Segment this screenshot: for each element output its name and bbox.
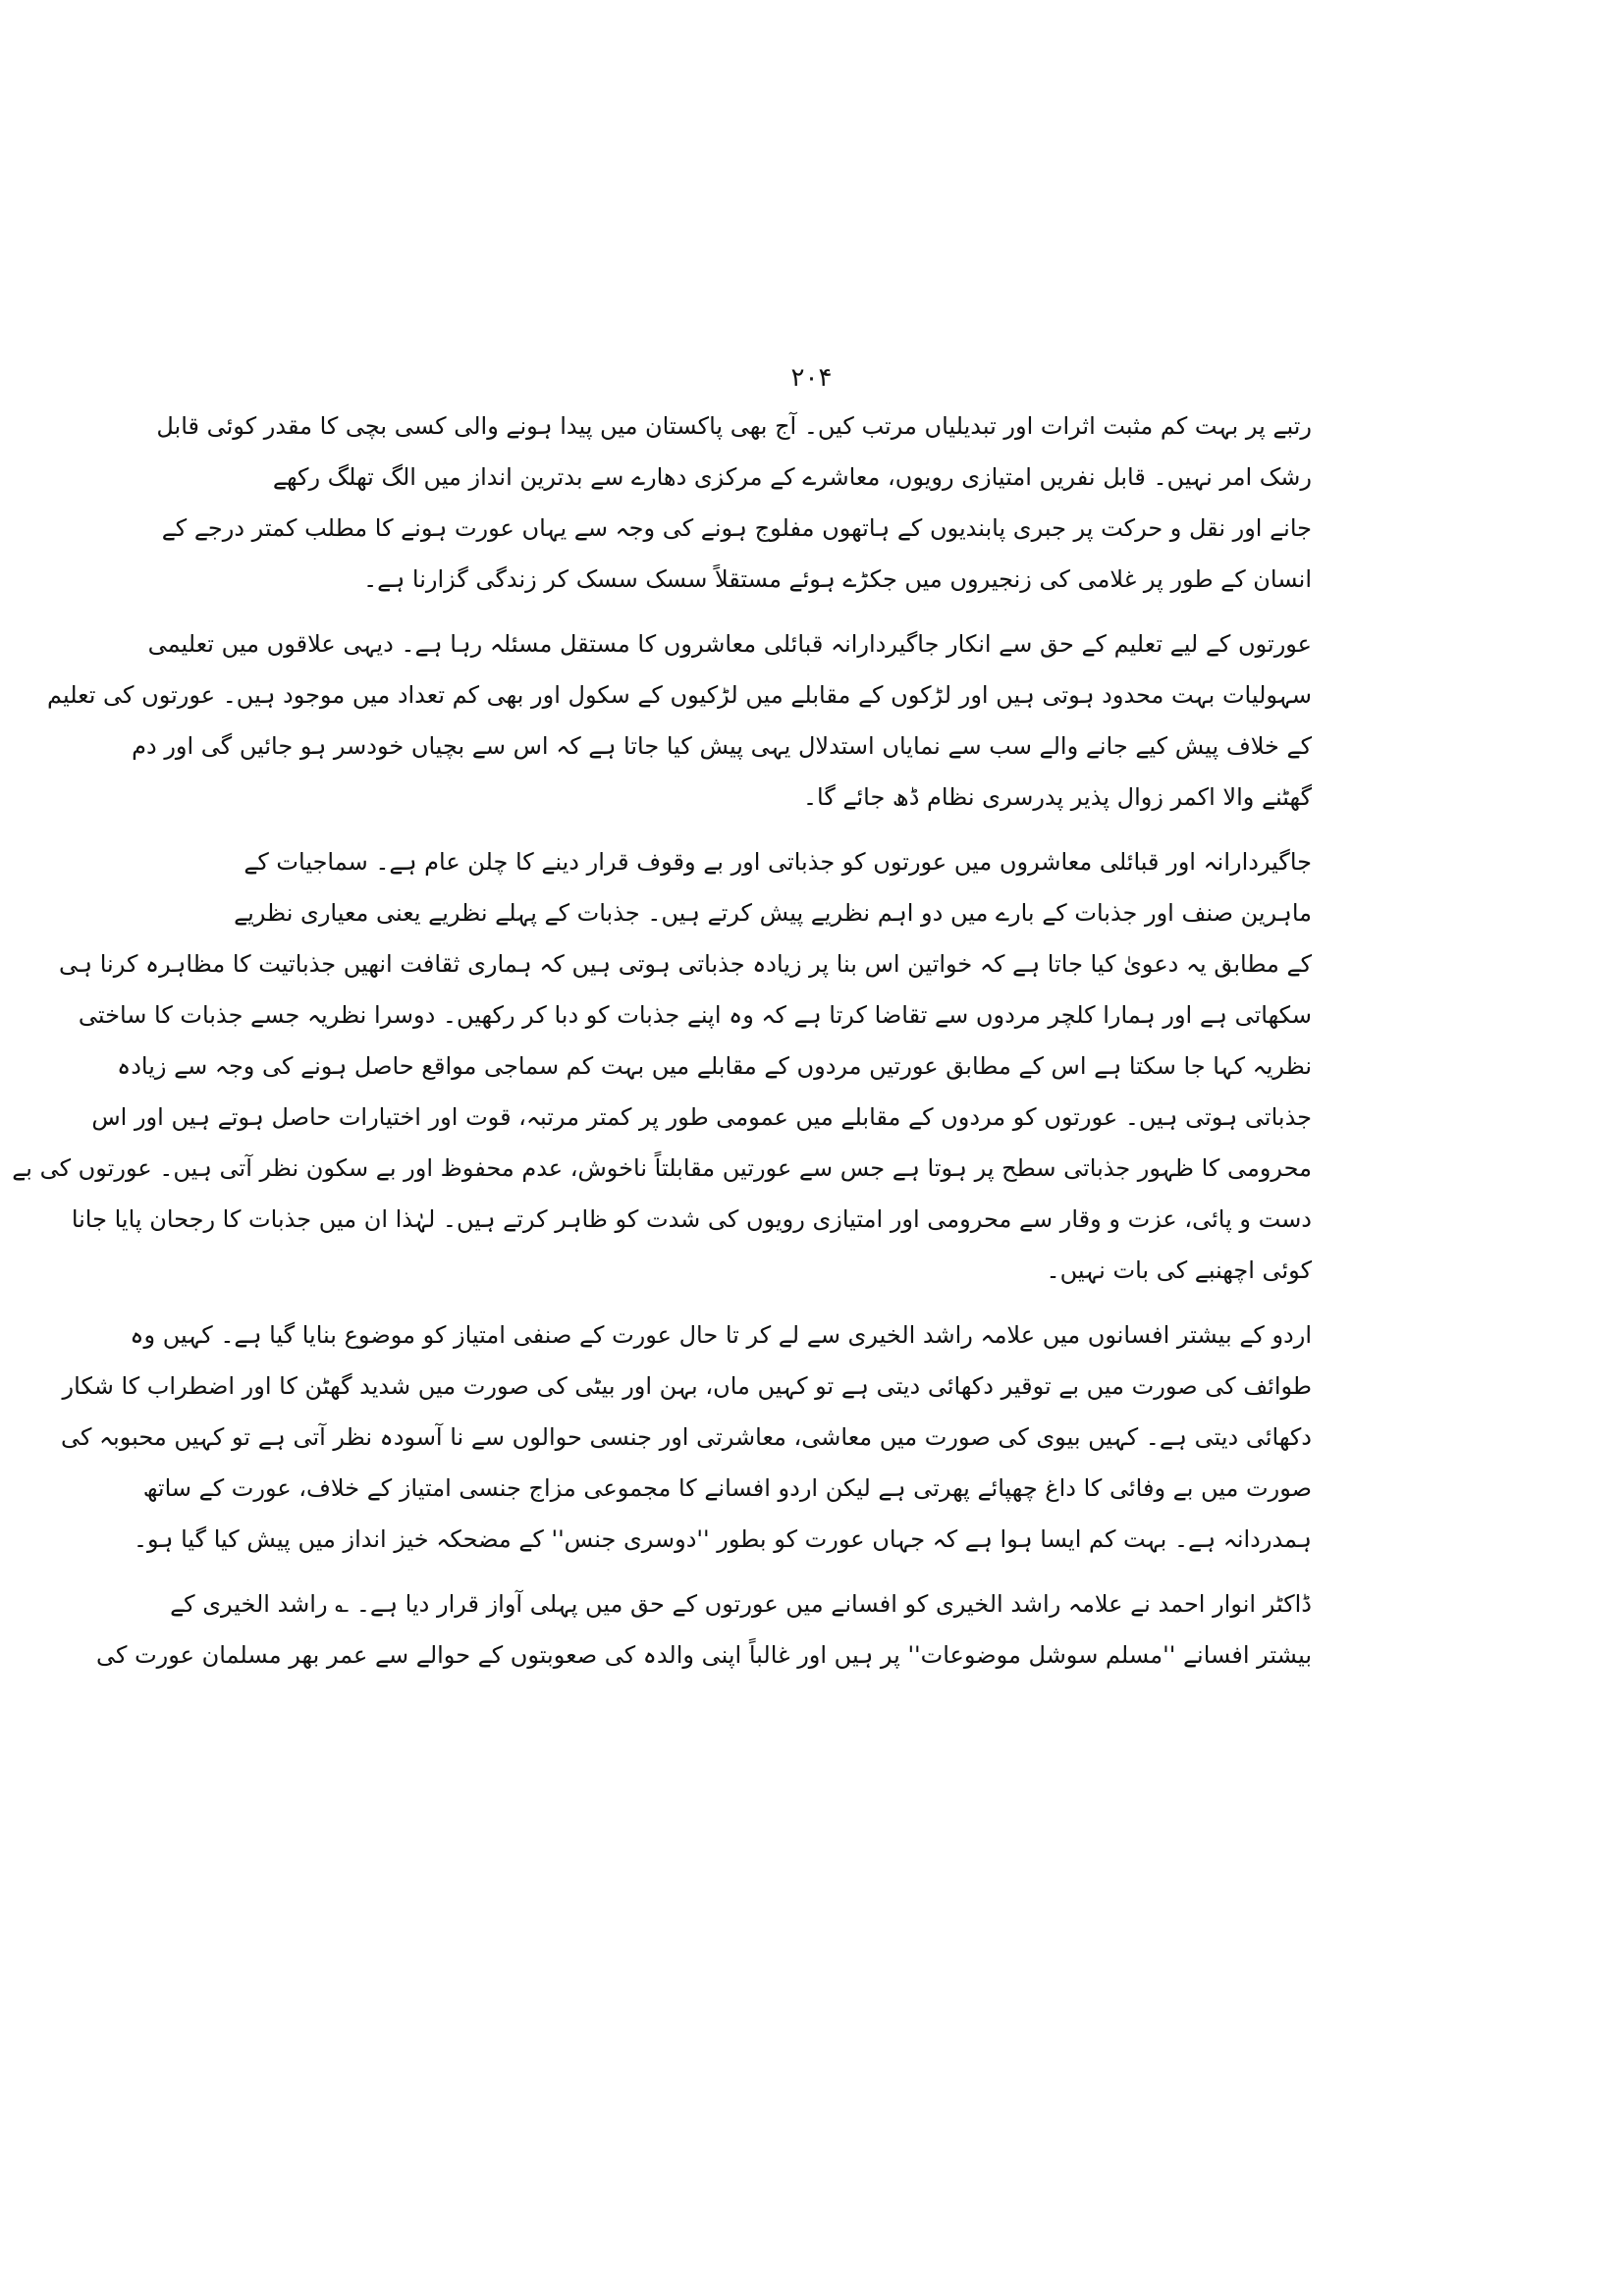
text-line: دست و پائی، عزت و وقار سے محرومی اور امتیازی رویوں کی شدت کو ظاہر کرتے ہیں۔ لہٰذا ان میں جذبات کا رجحان پایا جانا bbox=[71, 1205, 1312, 1233]
text-line: جاگیردارانہ اور قبائلی معاشروں میں عورتوں کو جذباتی اور بے وقوف قرار دینے کا چلن عام ہے۔ سماجیات کے bbox=[243, 848, 1312, 876]
text-line: انسان کے طور پر غلامی کی زنجیروں میں جکڑے ہوئے مستقلاً سسک سسک کر زندگی گزارنا ہے۔ bbox=[363, 565, 1312, 593]
text-line: عورتوں کے لیے تعلیم کے حق سے انکار جاگیردارانہ قبائلی معاشروں کا مستقل مسئلہ رہا ہے۔ دیہی علاقوں میں تعلیمی bbox=[147, 630, 1312, 658]
text-line: کے مطابق یہ دعویٰ کیا جاتا ہے کہ خواتین اس بنا پر زیادہ جذباتی ہوتی ہیں کہ ہماری ثقافت انھیں جذباتیت کا مظاہرہ کرنا ہی bbox=[59, 950, 1312, 978]
paragraph-2 bbox=[47, 618, 1312, 823]
text-line: رتبے پر بہت کم مثبت اثرات اور تبدیلیاں مرتب کیں۔ آج بھی پاکستان میں پیدا ہونے والی کسی بچی کا مقدر کوئی قابل bbox=[156, 412, 1312, 440]
text-line: اردو کے بیشتر افسانوں میں علامہ راشد الخیری سے لے کر تا حال عورت کے صنفی امتیاز کو موضوع بنایا گیا ہے۔ کہیں وہ bbox=[130, 1321, 1312, 1349]
page-number: ۲۰۴ bbox=[790, 363, 833, 393]
paragraph-1 bbox=[156, 400, 1312, 605]
text-line: گھٹنے والا اکمر زوال پذیر پدرسری نظام ڈھ جائے گا۔ bbox=[802, 783, 1312, 811]
text-line: محرومی کا ظہور جذباتی سطح پر ہوتا ہے جس سے عورتیں مقابلتاً ناخوش، عدم محفوظ اور بے سکون نظر آتی ہیں۔ عورتوں کی بے bbox=[12, 1154, 1312, 1182]
text-line: ڈاکٹر انوار احمد نے علامہ راشد الخیری کو افسانے میں عورتوں کے حق میں پہلی آواز قرار دیا ہے۔ ؎ راشد الخیری کے bbox=[170, 1590, 1312, 1618]
document-body bbox=[12, 400, 1312, 1681]
text-line: سکھاتی ہے اور ہمارا کلچر مردوں سے تقاضا کرتا ہے کہ وہ اپنے جذبات کو دبا کر رکھیں۔ دوسرا نظریہ جسے جذبات کا ساختی bbox=[78, 1001, 1312, 1029]
paragraph-3 bbox=[12, 836, 1312, 1296]
text-line: رشک امر نہیں۔ قابل نفریں امتیازی رویوں، معاشرے کے مرکزی دھارے سے بدترین انداز میں الگ تھلگ رکھے bbox=[272, 463, 1312, 491]
text-line: دکھائی دیتی ہے۔ کہیں بیوی کی صورت میں معاشی، معاشرتی اور جنسی حوالوں سے نا آسودہ نظر آتی ہے تو کہیں محبوبہ کی bbox=[60, 1423, 1312, 1451]
text-line: صورت میں بے وفائی کا داغ چھپائے پھرتی ہے لیکن اردو افسانے کا مجموعی مزاج جنسی امتیاز کے خلاف، عورت کے ساتھ bbox=[142, 1474, 1312, 1502]
text-line: ماہرین صنف اور جذبات کے بارے میں دو اہم نظریے پیش کرتے ہیں۔ جذبات کے پہلے نظریے یعنی معیاری نظریے bbox=[234, 899, 1312, 927]
text-line: طوائف کی صورت میں بے توقیر دکھائی دیتی ہے تو کہیں ماں، بہن اور بیٹی کی صورت میں شدید گھٹن کا اور اضطراب کا شکار bbox=[62, 1372, 1312, 1400]
text-line: کے خلاف پیش کیے جانے والے سب سے نمایاں استدلال یہی پیش کیا جاتا ہے کہ اس سے بچیاں خودسر ہو جائیں گی اور دم bbox=[132, 732, 1312, 760]
text-line: بیشتر افسانے ''مسلم سوشل موضوعات'' پر ہیں اور غالباً اپنی والدہ کی صعوبتوں کے حوالے سے عمر بھر مسلمان عورت کی bbox=[96, 1641, 1312, 1669]
text-line: ہمدردانہ ہے۔ بہت کم ایسا ہوا ہے کہ جہاں عورت کو بطور ''دوسری جنس'' کے مضحکہ خیز انداز میں پیش کیا گیا ہو۔ bbox=[133, 1525, 1312, 1553]
text-line: کوئی اچھنبے کی بات نہیں۔ bbox=[1046, 1256, 1312, 1284]
text-line: سہولیات بہت محدود ہوتی ہیں اور لڑکوں کے مقابلے میں لڑکیوں کے سکول اور بھی کم تعداد میں موجود ہیں۔ عورتوں کی تعلیم bbox=[47, 681, 1312, 709]
text-line: جانے اور نقل و حرکت پر جبری پابندیوں کے ہاتھوں مفلوج ہونے کی وجہ سے یہاں عورت ہونے کا مطلب کمتر درجے کے bbox=[161, 514, 1312, 542]
paragraph-5 bbox=[96, 1578, 1312, 1681]
text-line: جذباتی ہوتی ہیں۔ عورتوں کو مردوں کے مقابلے میں عمومی طور پر کمتر مرتبہ، قوت اور اختیارات حاصل ہوتے ہیں اور اس bbox=[91, 1103, 1312, 1131]
text-line: نظریہ کہا جا سکتا ہے اس کے مطابق عورتیں مردوں کے مقابلے میں بہت کم سماجی مواقع حاصل ہونے کی وجہ سے زیادہ bbox=[117, 1052, 1312, 1080]
paragraph-4 bbox=[60, 1309, 1312, 1565]
